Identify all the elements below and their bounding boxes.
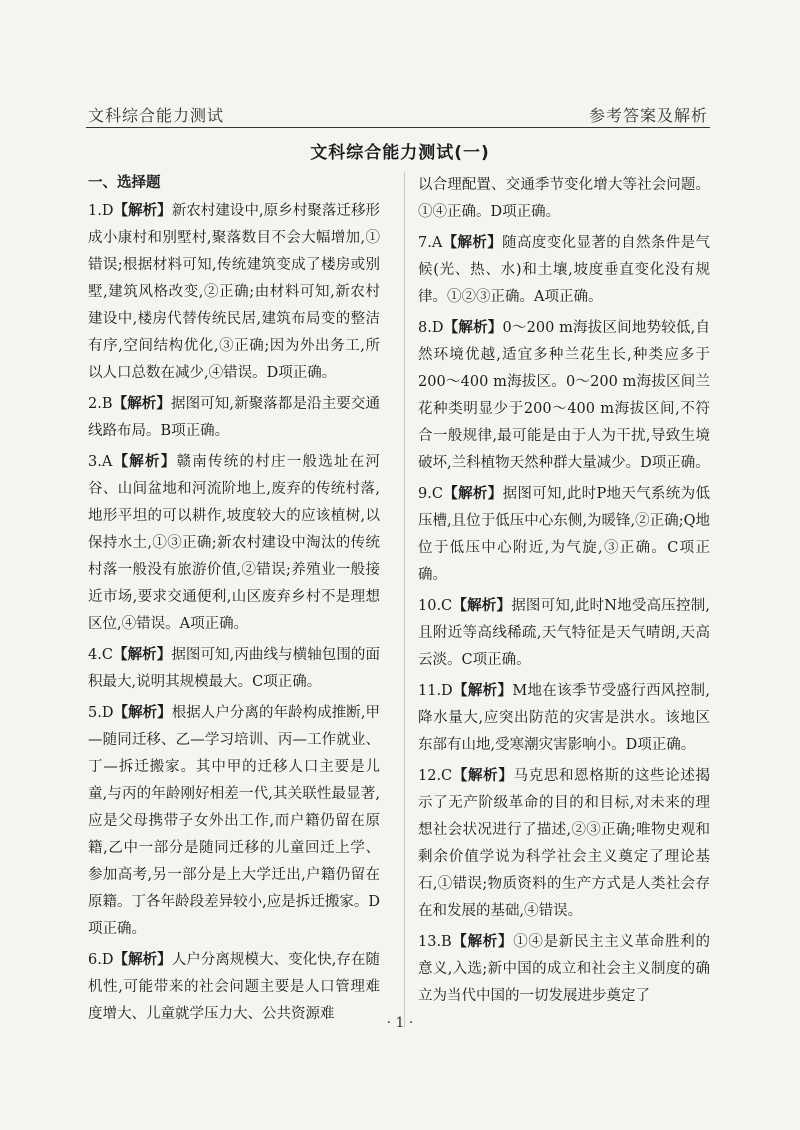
answer-item: [418, 763, 710, 925]
answer-number: 7.A: [418, 235, 443, 251]
analysis-tag: 【解析】: [451, 934, 514, 950]
answer-item: [88, 198, 380, 387]
answer-item: [418, 929, 710, 1010]
answer-number: 4.C: [88, 647, 113, 663]
answer-number: 9.C: [418, 486, 443, 502]
answer-item: [418, 481, 710, 589]
answer-number: 8.D: [418, 320, 444, 336]
analysis-tag: 【解析】: [442, 235, 503, 251]
answer-number: 13.B: [418, 934, 452, 950]
analysis-tag: 【解析】: [452, 768, 514, 784]
left-question-list: [88, 198, 380, 1028]
answer-number: 5.D: [88, 705, 114, 721]
answer-text: 新农村建设中,原乡村聚落迁移形成小康村和别墅村,聚落数目不会大幅增加,①错误;根据材料可知,传统建筑变成了楼房或别墅,建筑风格改变,②正确;由材料可知,新农村建设中,楼房代替传统民居,建筑布局变的整洁有序,空间结构优化,③正确;因为外出务工,所以人口总数在减少,④错误。D项正确。: [88, 203, 381, 381]
answer-text: 0～200 m海拔区间地势较低,自然环境优越,适宜多种兰花生长,种类应多于200～400 m海拔区。0～200 m海拔区间兰花种类明显少于200～400 m海拔区间,不符合一般规律,最可能是由于人为干扰,导致生境破坏,兰科植物天然种群大量减少。D项正确。: [418, 320, 710, 471]
answer-number: 2.B: [88, 396, 113, 412]
answer-text: 赣南传统的村庄一般选址在河谷、山间盆地和河流阶地上,废弃的传统村落,地形平坦的可以耕作,坡度较大的应该植树,以保持水土,①③正确;新农村建设中淘汰的传统村落一般没有旅游价值,②错误;养殖业一般接近市场,要求交通便利,山区废弃乡村不是理想区位,④错误。A项正确。: [88, 454, 381, 632]
answer-number: 10.C: [418, 598, 453, 614]
answer-item: [418, 172, 710, 226]
answer-text: 人户分离规模大、变化快,存在随机性,可能带来的社会问题主要是人口管理难度增大、儿童就学压力大、公共资源难: [88, 952, 381, 1022]
answer-number: 1.D: [88, 203, 114, 219]
analysis-tag: 【解析】: [112, 396, 171, 412]
analysis-tag: 【解析】: [113, 705, 172, 721]
answer-item: [88, 700, 380, 943]
answer-number: 3.A: [88, 454, 113, 470]
answer-text: 马克思和恩格斯的这些论述揭示了无产阶级革命的目的和目标,对未来的理想社会状况进行了描述,②③正确;唯物史观和剩余价值学说为科学社会主义奠定了理论基石,①错误;物质资料的生产方式是人类社会存在和发展的基础,④错误。: [418, 768, 711, 919]
header-rule: [86, 127, 710, 128]
answer-text: 据图可知,新聚落都是沿主要交通线路布局。B项正确。: [88, 396, 381, 439]
answer-text: 随高度变化显著的自然条件是气候(光、热、水)和土壤,坡度垂直变化没有规律。①②③正确。A项正确。: [418, 235, 711, 305]
answer-item: [418, 230, 710, 311]
answer-item: [88, 449, 380, 638]
running-header-right: 参考答案及解析: [588, 106, 708, 125]
answer-number: 11.D: [418, 683, 453, 699]
answer-number: 12.C: [418, 768, 453, 784]
answer-text: 据图可知,此时P地天气系统为低压槽,且位于低压中心东侧,为暖锋,②正确;Q地位于低压中心附近,为气旋,③正确。C项正确。: [418, 486, 711, 583]
answer-number: 6.D: [88, 952, 114, 968]
page-title: 文科综合能力测试(一): [310, 143, 490, 163]
analysis-tag: 【解析】: [113, 203, 172, 219]
analysis-tag: 【解析】: [452, 683, 513, 699]
analysis-tag: 【解析】: [113, 952, 172, 968]
answer-text: 根据人户分离的年龄构成推断,甲—随同迁移、乙—学习培训、丙—工作就业、丁—拆迁搬家。其中甲的迁移人口主要是儿童,与丙的年龄刚好相差一代,其关联性最显著,应是父母携带子女外出工作,而户籍仍留在原籍,乙中一部分是随同迁移的儿童回迁上学、参加高考,另一部分是上大学迁出,户籍仍留在原籍。丁各年龄段差异较小,应是拆迁搬家。D项正确。: [88, 705, 381, 937]
answer-text: ①④是新民主主义革命胜利的意义,入选;新中国的成立和社会主义制度的确立为当代中国的一切发展进步奠定了: [418, 934, 711, 1004]
answer-text: 据图可知,此时N地受高压控制,且附近等高线稀疏,天气特征是天气晴朗,天高云淡。C项正确。: [418, 598, 711, 668]
section-title: 一、选择题: [88, 175, 161, 191]
answer-item: [418, 678, 710, 759]
column-divider: [404, 172, 405, 1027]
right-column: [418, 172, 710, 1014]
analysis-tag: 【解析】: [112, 454, 177, 470]
analysis-tag: 【解析】: [443, 320, 503, 336]
answer-item: [88, 642, 380, 696]
running-header-left: 文科综合能力测试: [88, 106, 225, 125]
answer-text: M地在该季节受盛行西风控制,降水量大,应突出防范的灾害是洪水。该地区东部有山地,受寒潮灾害影响小。D项正确。: [418, 683, 710, 753]
answer-text: 以合理配置、交通季节变化增大等社会问题。①④正确。D项正确。: [418, 177, 710, 220]
right-question-list: [418, 172, 710, 1010]
answer-text: 据图可知,丙曲线与横轴包围的面积最大,说明其规模最大。C项正确。: [88, 647, 381, 690]
answer-item: [418, 315, 710, 477]
answer-item: [88, 391, 380, 445]
left-column: [88, 170, 380, 1032]
analysis-tag: 【解析】: [452, 598, 512, 614]
page-number: · 1 ·: [386, 1015, 414, 1031]
analysis-tag: 【解析】: [442, 486, 503, 502]
analysis-tag: 【解析】: [112, 647, 172, 663]
answer-item: [418, 593, 710, 674]
